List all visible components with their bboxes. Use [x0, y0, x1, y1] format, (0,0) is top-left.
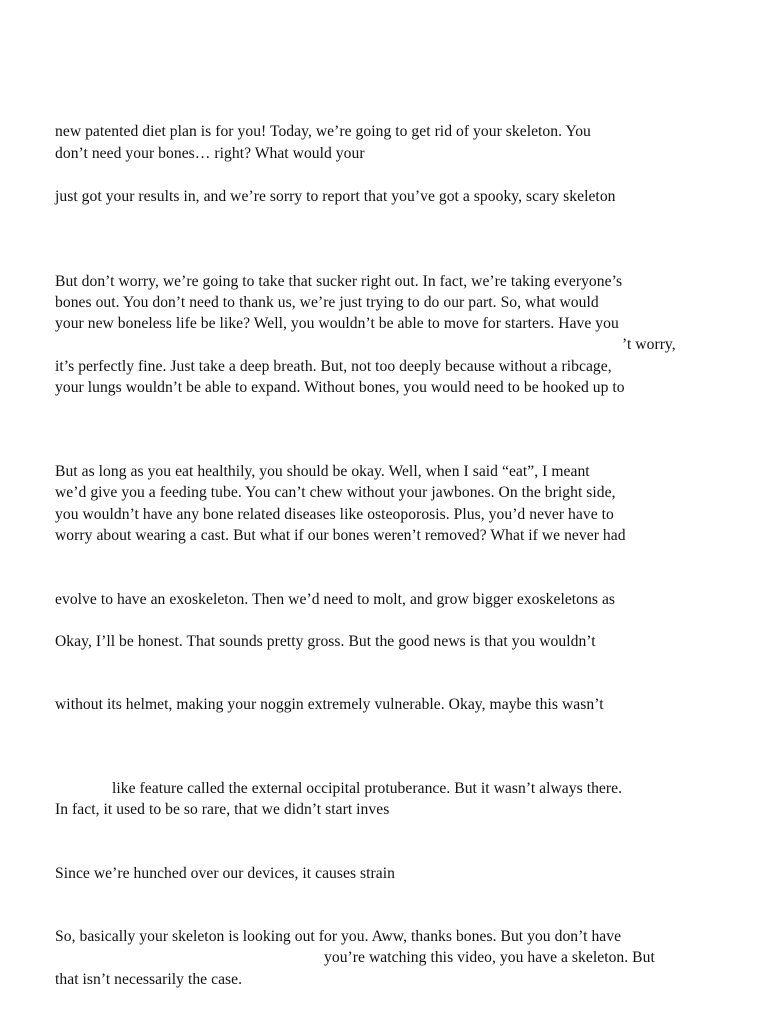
text-line-18: In fact, it used to be so rare, that we didn’t start inves: [55, 801, 390, 818]
text-line-10: But as long as you eat healthily, you should be okay. Well, when I said “eat”, I meant: [55, 463, 590, 480]
text-line-17: like feature called the external occipital protuberance. But it wasn’t always there.: [112, 780, 623, 797]
text-line-19: Since we’re hunched over our devices, it causes strain: [55, 865, 396, 882]
text-line-15: Okay, I’ll be honest. That sounds pretty gross. But the good news is that you wouldn’t: [55, 633, 596, 650]
text-line-13: worry about wearing a cast. But what if our bones weren’t removed? What if we never had: [55, 527, 626, 544]
text-line-22: that isn’t necessarily the case.: [55, 971, 243, 988]
text-line-12: you wouldn’t have any bone related diseases like osteoporosis. Plus, you’d never have to: [55, 506, 614, 523]
text-line-6: your new boneless life be like? Well, you wouldn’t be able to move for starters. Have you: [55, 315, 619, 332]
text-line-8: it’s perfectly fine. Just take a deep breath. But, not too deeply because without a ribcage,: [55, 358, 612, 375]
text-line-16: without its helmet, making your noggin extremely vulnerable. Okay, maybe this wasn’t: [55, 696, 604, 713]
text-line-5: bones out. You don’t need to thank us, we’re just trying to do our part. So, what would: [55, 294, 599, 311]
text-line-2: don’t need your bones… right? What would your: [55, 145, 365, 162]
text-line-3: just got your results in, and we’re sorry to report that you’ve got a spooky, scary skeleton: [55, 188, 616, 205]
text-line-4: But don’t worry, we’re going to take that sucker right out. In fact, we’re taking everyone’s: [55, 273, 623, 290]
text-line-20: So, basically your skeleton is looking out for you. Aww, thanks bones. But you don’t have: [55, 928, 622, 945]
text-line-1: new patented diet plan is for you! Today, we’re going to get rid of your skeleton. You: [55, 123, 591, 140]
text-line-9: your lungs wouldn’t be able to expand. Without bones, you would need to be hooked up to: [55, 379, 625, 396]
text-line-14: evolve to have an exoskeleton. Then we’d need to molt, and grow bigger exoskeletons as: [55, 591, 616, 608]
text-line-11: we’d give you a feeding tube. You can’t chew without your jawbones. On the bright side,: [55, 484, 616, 501]
text-line-21: you’re watching this video, you have a skeleton. But: [324, 949, 655, 966]
text-line-7: ’t worry,: [622, 336, 676, 353]
